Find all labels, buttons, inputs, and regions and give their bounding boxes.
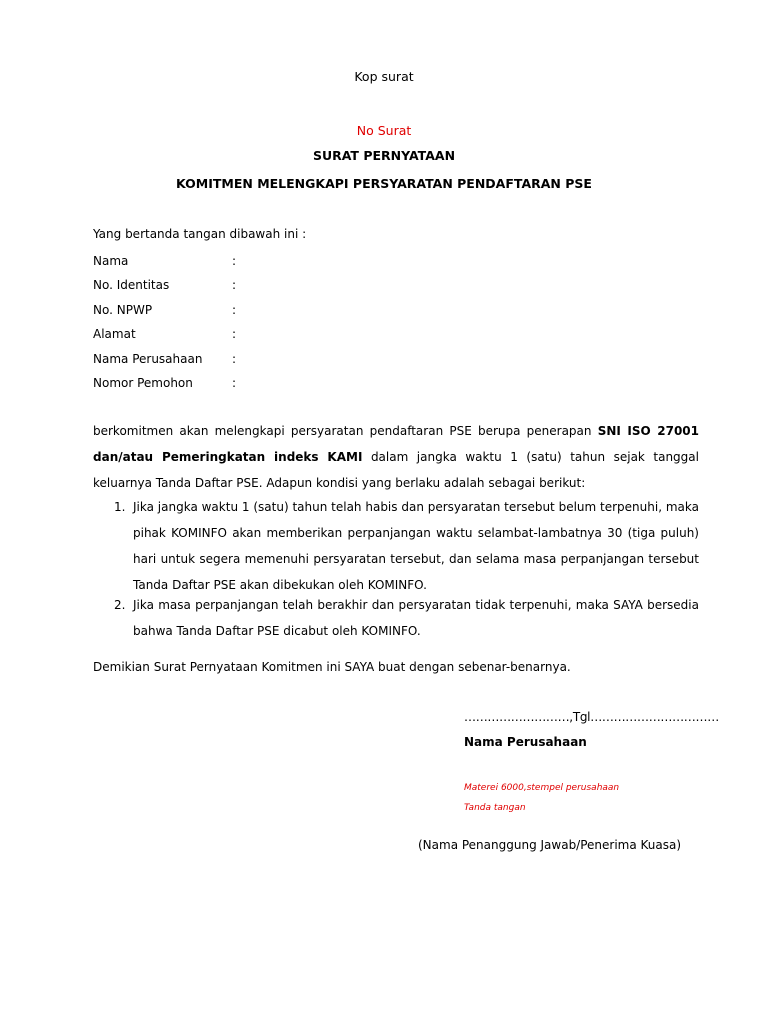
condition-number: 1. — [114, 500, 126, 514]
signature-place-date: ………………………,Tgl…………………………… — [464, 710, 719, 724]
identity-row-nama — [93, 251, 393, 275]
identity-colon: : — [232, 278, 237, 293]
identity-colon: : — [232, 351, 237, 366]
condition-number: 2. — [114, 598, 126, 612]
identity-row-nama-perusahaan — [93, 349, 393, 373]
identity-label: Nama Perusahaan — [93, 351, 203, 366]
identity-label: No. NPWP — [93, 302, 153, 317]
condition-text: Jika jangka waktu 1 (satu) tahun telah habis dan persyaratan tersebut belum terpenuhi, maka pihak KOMINFO akan memberikan perpanjangan waktu selambat-lambatnya 30 (tiga puluh) hari untuk segera memenuhi persyaratan tersebut, dan selama masa perpanjangan tersebut Tanda Daftar PSE akan dibekukan oleh KOMINFO. — [133, 500, 699, 592]
identity-label: Nama — [93, 254, 129, 268]
commitment-text-start: berkomitmen akan melengkapi persyaratan pendaftaran PSE berupa penerapan — [93, 424, 598, 438]
identity-row-no-identitas — [93, 275, 393, 299]
signature-company: Nama Perusahaan — [464, 735, 587, 749]
identity-row-no-npwp — [93, 300, 393, 324]
commitment-text-end: dalam jangka waktu 1 (satu) tahun sejak tanggal keluarnya Tanda Daftar PSE. Adapun kondisi yang berlaku adalah sebagai berikut: — [93, 450, 699, 490]
commitment-paragraph — [93, 418, 699, 496]
identity-row-nomor-pemohon — [93, 373, 393, 397]
letter-title: SURAT PERNYATAAN — [312, 148, 456, 163]
condition-text: Jika masa perpanjangan telah berakhir dan persyaratan tidak terpenuhi, maka SAYA bersedia bahwa Tanda Daftar PSE dicabut oleh KOMINFO. — [133, 598, 699, 638]
letterhead-placeholder: Kop surat — [354, 69, 414, 84]
identity-row-alamat — [93, 324, 393, 348]
identity-label: Nomor Pemohon — [93, 375, 193, 390]
condition-item — [93, 592, 699, 644]
condition-item — [93, 494, 699, 598]
letter-number-placeholder: No Surat — [356, 123, 412, 138]
identity-colon: : — [232, 327, 237, 342]
identity-fields — [93, 251, 393, 397]
conditions-list — [93, 494, 699, 638]
identity-colon: : — [232, 302, 237, 317]
signer-name: (Nama Penanggung Jawab/Penerima Kuasa) — [418, 838, 682, 852]
identity-colon: : — [232, 254, 237, 268]
stamp-duty-note: Materei 6000,stempel perusahaan — [464, 783, 620, 793]
identity-label: Alamat — [93, 327, 136, 342]
identity-intro: Yang bertanda tangan dibawah ini : — [93, 227, 307, 241]
closing-statement: Demikian Surat Pernyataan Komitmen ini SAYA buat dengan sebenar-benarnya. — [93, 660, 571, 674]
identity-colon: : — [232, 375, 237, 390]
identity-label: No. Identitas — [93, 278, 170, 293]
commitment-standard: SNI ISO 27001 dan/atau Pemeringkatan indeks KAMI — [93, 424, 699, 464]
letter-subtitle: KOMITMEN MELENGKAPI PERSYARATAN PENDAFTARAN PSE — [176, 176, 592, 191]
signature-note: Tanda tangan — [464, 803, 526, 813]
